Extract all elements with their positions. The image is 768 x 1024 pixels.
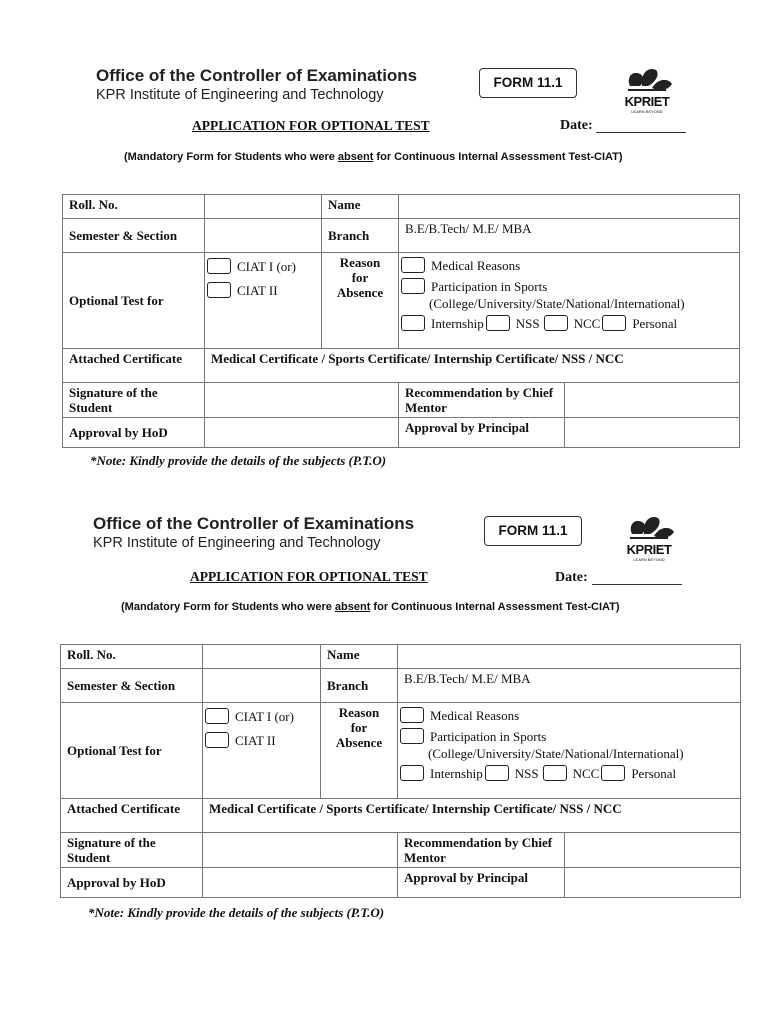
attached-certificate-value: Medical Certificate / Sports Certificate/ Internship Certificate/ NSS / NCC xyxy=(205,349,740,383)
ciat1-checkbox[interactable] xyxy=(207,258,231,274)
signature-field[interactable] xyxy=(203,833,398,868)
approval-principal-field[interactable] xyxy=(565,418,740,448)
ciat1-label: CIAT I (or) xyxy=(235,708,294,724)
signature-label: Signature of the Student xyxy=(63,383,205,418)
ciat2-checkbox[interactable] xyxy=(207,282,231,298)
institute-name: KPR Institute of Engineering and Technology xyxy=(93,535,381,551)
attached-certificate-label: Attached Certificate xyxy=(61,799,203,833)
sports-checkbox[interactable] xyxy=(400,728,424,744)
roll-no-field[interactable] xyxy=(203,645,321,669)
personal-checkbox[interactable] xyxy=(602,315,626,331)
ciat1-option[interactable] xyxy=(205,708,318,724)
optional-test-label: Optional Test for xyxy=(61,703,203,799)
medical-option[interactable] xyxy=(401,257,737,273)
nss-label: NSS xyxy=(515,315,540,331)
optional-test-label: Optional Test for xyxy=(63,253,205,349)
signature-field[interactable] xyxy=(205,383,399,418)
sports-option[interactable] xyxy=(401,278,737,294)
roll-no-label: Roll. No. xyxy=(61,645,203,669)
form-number-badge: FORM 11.1 xyxy=(484,516,582,546)
reason-for-absence-label: Reason for Absence xyxy=(322,253,399,349)
ncc-label: NCC xyxy=(573,315,601,331)
branch-options[interactable]: B.E/B.Tech/ M.E/ MBA xyxy=(398,669,741,703)
approval-hod-label: Approval by HoD xyxy=(61,868,203,898)
mandatory-note: (Mandatory Form for Students who were absent for Continuous Internal Assessment Test-CIAT) xyxy=(124,151,623,163)
semester-section-label: Semester & Section xyxy=(61,669,203,703)
internship-label: Internship xyxy=(431,315,484,331)
medical-checkbox[interactable] xyxy=(401,257,425,273)
office-title: Office of the Controller of Examinations xyxy=(96,66,418,85)
branch-options[interactable]: B.E/B.Tech/ M.E/ MBA xyxy=(399,219,740,253)
other-options xyxy=(401,315,737,331)
branch-label: Branch xyxy=(322,219,399,253)
personal-label: Personal xyxy=(632,315,678,331)
approval-hod-field[interactable] xyxy=(205,418,399,448)
nss-checkbox[interactable] xyxy=(485,765,509,781)
medical-label: Medical Reasons xyxy=(430,707,520,723)
institute-name: KPR Institute of Engineering and Technology xyxy=(96,87,384,103)
semester-section-label: Semester & Section xyxy=(63,219,205,253)
date-field[interactable] xyxy=(592,584,682,585)
ncc-checkbox[interactable] xyxy=(544,315,568,331)
personal-checkbox[interactable] xyxy=(601,765,625,781)
name-field[interactable] xyxy=(399,195,740,219)
leaf-logo-icon xyxy=(618,64,676,96)
roll-no-label: Roll. No. xyxy=(63,195,205,219)
recommendation-field[interactable] xyxy=(565,833,741,868)
sports-option[interactable] xyxy=(400,728,738,744)
sports-levels: (College/University/State/National/International) xyxy=(429,296,685,311)
ciat1-label: CIAT I (or) xyxy=(237,258,296,274)
office-title: Office of the Controller of Examinations xyxy=(93,514,415,533)
note-text: *Note: Kindly provide the details of the subjects (P.T.O) xyxy=(90,453,387,468)
nss-label: NSS xyxy=(514,765,539,781)
application-title: APPLICATION FOR OPTIONAL TEST xyxy=(192,118,430,133)
ciat1-checkbox[interactable] xyxy=(205,708,229,724)
internship-label: Internship xyxy=(430,765,483,781)
ciat2-label: CIAT II xyxy=(237,282,278,298)
approval-principal-field[interactable] xyxy=(565,868,741,898)
approval-hod-field[interactable] xyxy=(203,868,398,898)
medical-label: Medical Reasons xyxy=(431,257,521,273)
name-label: Name xyxy=(322,195,399,219)
attached-certificate-value: Medical Certificate / Sports Certificate/ Internship Certificate/ NSS / NCC xyxy=(203,799,741,833)
ciat2-label: CIAT II xyxy=(235,732,276,748)
form-copy-2 xyxy=(0,450,768,920)
recommendation-label: Recommendation by Chief Mentor xyxy=(398,833,565,868)
ncc-checkbox[interactable] xyxy=(543,765,567,781)
reason-for-absence-label: Reason for Absence xyxy=(321,703,398,799)
name-label: Name xyxy=(321,645,398,669)
date-field[interactable] xyxy=(596,132,686,133)
kpriet-logo xyxy=(620,512,682,564)
medical-checkbox[interactable] xyxy=(400,707,424,723)
signature-label: Signature of the Student xyxy=(61,833,203,868)
semester-section-field[interactable] xyxy=(205,219,322,253)
note-text: *Note: Kindly provide the details of the subjects (P.T.O) xyxy=(88,905,385,920)
roll-no-field[interactable] xyxy=(205,195,322,219)
ciat2-option[interactable] xyxy=(207,282,319,298)
mandatory-note: (Mandatory Form for Students who were absent for Continuous Internal Assessment Test-CIAT) xyxy=(121,601,620,613)
other-options xyxy=(400,765,738,781)
date-label: Date: xyxy=(560,118,593,133)
semester-section-field[interactable] xyxy=(203,669,321,703)
application-title: APPLICATION FOR OPTIONAL TEST xyxy=(190,569,428,584)
approval-principal-label: Approval by Principal xyxy=(399,418,565,448)
ciat1-option[interactable] xyxy=(207,258,319,274)
medical-option[interactable] xyxy=(400,707,738,723)
logo-tagline: LEARN BEYOND xyxy=(631,109,663,114)
approval-principal-label: Approval by Principal xyxy=(398,868,565,898)
internship-checkbox[interactable] xyxy=(401,315,425,331)
nss-checkbox[interactable] xyxy=(486,315,510,331)
attached-certificate-label: Attached Certificate xyxy=(63,349,205,383)
application-table xyxy=(60,644,741,898)
logo-text: KPRIET xyxy=(624,94,670,109)
date-label: Date: xyxy=(555,570,588,585)
sports-label: Participation in Sports xyxy=(430,728,547,744)
sports-checkbox[interactable] xyxy=(401,278,425,294)
kpriet-logo xyxy=(618,64,680,116)
sports-label: Participation in Sports xyxy=(431,278,548,294)
approval-hod-label: Approval by HoD xyxy=(63,418,205,448)
branch-label: Branch xyxy=(321,669,398,703)
recommendation-label: Recommendation by Chief Mentor xyxy=(399,383,565,418)
leaf-logo-icon xyxy=(620,512,678,544)
ciat2-option[interactable] xyxy=(205,732,318,748)
form-copy-1 xyxy=(0,0,768,468)
logo-text: KPRIET xyxy=(626,542,672,557)
form-number-badge: FORM 11.1 xyxy=(479,68,577,98)
recommendation-field[interactable] xyxy=(565,383,740,418)
ciat2-checkbox[interactable] xyxy=(205,732,229,748)
ncc-label: NCC xyxy=(572,765,600,781)
logo-tagline: LEARN BEYOND xyxy=(633,557,665,562)
name-field[interactable] xyxy=(398,645,741,669)
sports-levels: (College/University/State/National/International) xyxy=(428,746,684,761)
application-table xyxy=(62,194,740,448)
personal-label: Personal xyxy=(631,765,677,781)
internship-checkbox[interactable] xyxy=(400,765,424,781)
